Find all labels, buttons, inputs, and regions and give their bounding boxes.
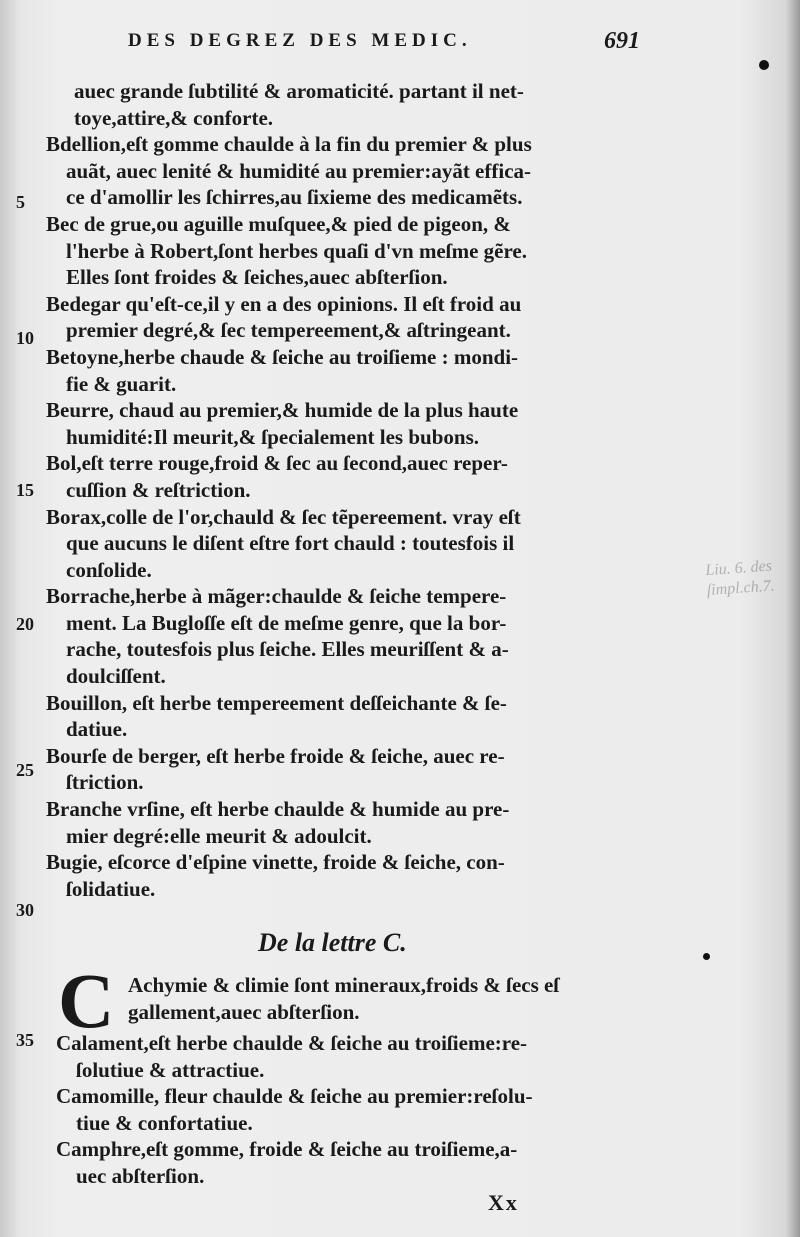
line-number: 30 xyxy=(16,900,34,920)
text-line: Bugie, eſcorce d'eſpine vinette, froide & ſeiche, con- xyxy=(46,850,505,875)
text-line: Bdellion,eſt gomme chaulde à la fin du premier & plus xyxy=(46,132,532,157)
line-number: 15 xyxy=(16,480,34,500)
text-line: auec grande ſubtilité & aromaticité. partant il net- xyxy=(74,79,524,103)
entry xyxy=(46,450,626,503)
text-line: Elles ſont froides & ſeiches,auec abſterſion. xyxy=(66,265,448,290)
text-line: Bedegar qu'eſt-ce,il y en a des opinions. Il eſt froid au xyxy=(46,291,522,316)
text-line: Calament,eſt herbe chaulde & ſeiche au troiſieme:re- xyxy=(56,1031,528,1055)
entry xyxy=(46,344,626,397)
text-line: rache, toutesfois plus ſeiche. Elles meuriſſent & a- xyxy=(66,637,509,662)
text-line: cuſſion & reſtriction. xyxy=(66,477,251,502)
entry xyxy=(46,78,626,131)
text-line: Borax,colle de l'or,chauld & ſec tẽpereement. vray eſt xyxy=(46,504,521,529)
entry xyxy=(56,1083,636,1136)
line-number: 10 xyxy=(16,328,34,348)
text-line: fie & guarit. xyxy=(66,371,177,396)
dropcap-paragraph xyxy=(128,972,628,1025)
text-line: ment. La Bugloſſe eſt de meſme genre, que la bor- xyxy=(66,610,507,635)
entry xyxy=(46,291,626,344)
line-number: 25 xyxy=(16,760,34,780)
text-line: tiue & confortatiue. xyxy=(76,1110,253,1135)
text-line: Bouillon, eſt herbe tempereement deſſeichante & ſe- xyxy=(46,690,507,715)
page-number: 691 xyxy=(604,28,640,54)
text-line: doulciſſent. xyxy=(66,664,166,689)
text-line: uec abſterſion. xyxy=(76,1163,205,1188)
entry xyxy=(46,131,626,211)
text-line: Camomille, fleur chaulde & ſeiche au premier:reſolu- xyxy=(56,1084,533,1109)
line-number: 35 xyxy=(16,1030,34,1050)
text-line: Beurre, chaud au premier,& humide de la plus haute xyxy=(46,398,519,423)
text-line: mier degré:elle meurit & adoulcit. xyxy=(66,823,372,848)
entry xyxy=(56,1136,636,1189)
entry xyxy=(46,743,626,796)
drop-cap: C xyxy=(58,957,115,1044)
text-line: datiue. xyxy=(66,717,128,742)
entry xyxy=(46,849,626,902)
entry xyxy=(46,690,626,743)
entry xyxy=(46,796,626,849)
text-line: Achymie & climie ſont mineraux,froids & ſecs eſ xyxy=(128,973,560,997)
text-line: gallement,auec abſterſion. xyxy=(128,999,360,1024)
text-line: ſtriction. xyxy=(66,770,144,795)
entry xyxy=(46,211,626,291)
text-line: conſolide. xyxy=(66,557,152,582)
text-line: Bec de grue,ou aguille muſquee,& pied de pigeon, & xyxy=(46,211,511,236)
text-line: que aucuns le diſent eſtre fort chauld : toutesfois il xyxy=(66,531,515,556)
text-line: l'herbe à Robert,ſont herbes quaſi d'vn meſme gẽre. xyxy=(66,238,527,263)
entry xyxy=(46,504,626,584)
text-line: Bol,eſt terre rouge,froid & ſec au ſecond,auec reper- xyxy=(46,451,508,476)
running-head: DES DEGREZ DES MEDIC. xyxy=(128,30,472,51)
text-line: Branche vrſine, eſt herbe chaulde & humide au pre- xyxy=(46,797,510,822)
text-line: premier degré,& ſec tempereement,& aſtringeant. xyxy=(66,318,511,343)
entry xyxy=(46,397,626,450)
text-line: ce d'amollir les ſchirres,au ſixieme des medicamẽts. xyxy=(66,185,523,210)
line-number: 5 xyxy=(16,192,25,212)
ink-spot xyxy=(759,60,769,70)
text-line: Borrache,herbe à mãger:chaulde & ſeiche tempere- xyxy=(46,584,507,609)
text-line: ſolutiue & attractiue. xyxy=(76,1057,265,1082)
text-line: Camphre,eſt gomme, froide & ſeiche au troiſieme,a- xyxy=(56,1137,518,1162)
text-line: ſolidatiue. xyxy=(66,876,156,901)
line-number: 20 xyxy=(16,614,34,634)
signature-mark: Xx xyxy=(488,1190,519,1215)
entry xyxy=(56,1030,636,1083)
ink-spot xyxy=(703,953,710,960)
entries-block-c xyxy=(56,1030,636,1190)
section-heading: De la lettre C. xyxy=(258,928,407,957)
text-line: Betoyne,herbe chaude & ſeiche au troiſieme : mondi- xyxy=(46,344,519,369)
entries-block xyxy=(46,78,626,902)
entry xyxy=(46,583,626,689)
text-line: humidité:Il meurit,& ſpecialement les bubons. xyxy=(66,424,479,449)
text-line: toye,attire,& conforte. xyxy=(74,105,274,130)
text-line: auãt, auec lenité & humidité au premier:ayãt effica- xyxy=(66,158,532,183)
text-line: Bourſe de berger, eſt herbe froide & ſeiche, auec re- xyxy=(46,743,505,768)
margin-note: Liu. 6. des ſimpl.ch.7. xyxy=(704,557,776,600)
